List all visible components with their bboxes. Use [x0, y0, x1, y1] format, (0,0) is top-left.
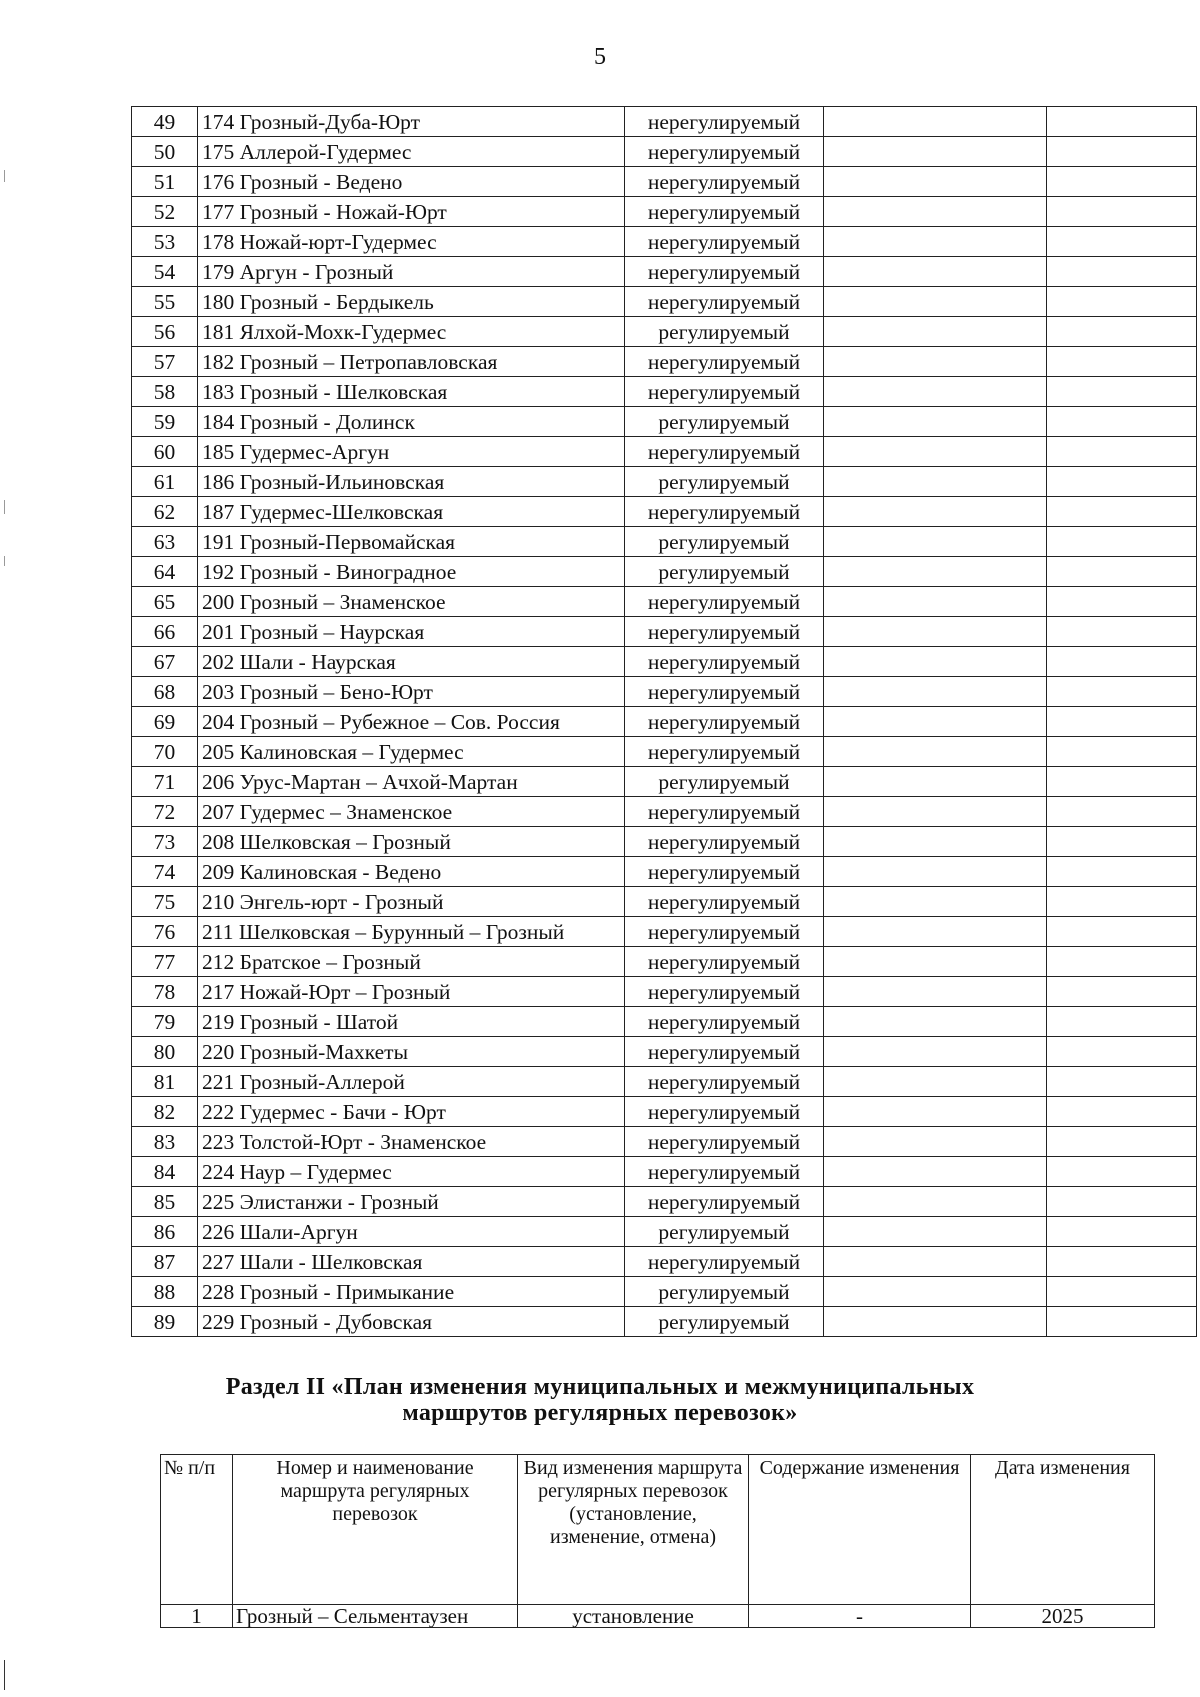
route-number-cell: 84	[132, 1157, 198, 1187]
route-name-cell: 221 Грозный-Аллерой	[198, 1067, 625, 1097]
header-content: Содержание изменения	[749, 1455, 971, 1605]
route-name-cell: 204 Грозный – Рубежное – Сов. Россия	[198, 707, 625, 737]
route-number-cell: 53	[132, 227, 198, 257]
empty-cell	[824, 497, 1047, 527]
route-number-cell: 75	[132, 887, 198, 917]
empty-cell	[1047, 737, 1197, 767]
route-row	[132, 767, 1197, 797]
page-number: 5	[594, 44, 606, 70]
empty-cell	[824, 647, 1047, 677]
route-status-cell: нерегулируемый	[625, 167, 824, 197]
route-status-cell: нерегулируемый	[625, 257, 824, 287]
route-name-cell: 210 Энгель-юрт - Грозный	[198, 887, 625, 917]
route-status-cell: нерегулируемый	[625, 1037, 824, 1067]
empty-cell	[1047, 197, 1197, 227]
empty-cell	[1047, 1157, 1197, 1187]
route-number-cell: 66	[132, 617, 198, 647]
empty-cell	[824, 377, 1047, 407]
plan-cell-date: 2025	[971, 1605, 1155, 1628]
empty-cell	[824, 1067, 1047, 1097]
empty-cell	[824, 917, 1047, 947]
empty-cell	[1047, 407, 1197, 437]
route-name-cell: 201 Грозный – Наурская	[198, 617, 625, 647]
route-status-cell: нерегулируемый	[625, 1067, 824, 1097]
route-name-cell: 175 Аллерой-Гудермес	[198, 137, 625, 167]
empty-cell	[1047, 467, 1197, 497]
route-row	[132, 317, 1197, 347]
route-name-cell: 180 Грозный - Бердыкель	[198, 287, 625, 317]
route-status-cell: нерегулируемый	[625, 827, 824, 857]
route-name-cell: 209 Калиновская - Ведено	[198, 857, 625, 887]
empty-cell	[1047, 1277, 1197, 1307]
empty-cell	[824, 1247, 1047, 1277]
route-row	[132, 1247, 1197, 1277]
route-name-cell: 228 Грозный - Примыкание	[198, 1277, 625, 1307]
route-name-cell: 191 Грозный-Первомайская	[198, 527, 625, 557]
route-row	[132, 377, 1197, 407]
route-row	[132, 137, 1197, 167]
empty-cell	[1047, 1127, 1197, 1157]
route-row	[132, 527, 1197, 557]
route-status-cell: нерегулируемый	[625, 857, 824, 887]
route-name-cell: 185 Гудермес-Аргун	[198, 437, 625, 467]
route-number-cell: 87	[132, 1247, 198, 1277]
empty-cell	[1047, 257, 1197, 287]
route-number-cell: 77	[132, 947, 198, 977]
route-name-cell: 186 Грозный-Ильиновская	[198, 467, 625, 497]
route-status-cell: нерегулируемый	[625, 497, 824, 527]
route-number-cell: 79	[132, 1007, 198, 1037]
route-number-cell: 74	[132, 857, 198, 887]
empty-cell	[824, 887, 1047, 917]
route-number-cell: 68	[132, 677, 198, 707]
header-num: № п/п	[161, 1455, 233, 1605]
empty-cell	[1047, 527, 1197, 557]
route-name-cell: 212 Братское – Грозный	[198, 947, 625, 977]
route-status-cell: нерегулируемый	[625, 287, 824, 317]
route-status-cell: нерегулируемый	[625, 797, 824, 827]
plan-cell-change-type: установление	[518, 1605, 749, 1628]
route-name-cell: 178 Ножай-юрт-Гудермес	[198, 227, 625, 257]
route-number-cell: 81	[132, 1067, 198, 1097]
empty-cell	[824, 1217, 1047, 1247]
empty-cell	[1047, 1247, 1197, 1277]
scan-margin-mark	[4, 170, 5, 182]
empty-cell	[1047, 317, 1197, 347]
route-status-cell: регулируемый	[625, 407, 824, 437]
route-status-cell: нерегулируемый	[625, 377, 824, 407]
empty-cell	[824, 557, 1047, 587]
route-row	[132, 947, 1197, 977]
route-row	[132, 257, 1197, 287]
route-row	[132, 737, 1197, 767]
route-name-cell: 207 Гудермес – Знаменское	[198, 797, 625, 827]
empty-cell	[824, 707, 1047, 737]
empty-cell	[824, 527, 1047, 557]
route-name-cell: 176 Грозный - Ведено	[198, 167, 625, 197]
empty-cell	[824, 257, 1047, 287]
route-status-cell: нерегулируемый	[625, 977, 824, 1007]
route-row	[132, 1007, 1197, 1037]
route-status-cell: нерегулируемый	[625, 347, 824, 377]
empty-cell	[1047, 347, 1197, 377]
change-plan-row	[161, 1605, 1155, 1628]
empty-cell	[1047, 287, 1197, 317]
empty-cell	[824, 1007, 1047, 1037]
route-status-cell: нерегулируемый	[625, 887, 824, 917]
route-name-cell: 224 Наур – Гудермес	[198, 1157, 625, 1187]
empty-cell	[1047, 1307, 1197, 1337]
empty-cell	[824, 767, 1047, 797]
route-status-cell: нерегулируемый	[625, 197, 824, 227]
plan-cell-route: Грозный – Сельментаузен	[233, 1605, 518, 1628]
empty-cell	[824, 617, 1047, 647]
empty-cell	[1047, 887, 1197, 917]
empty-cell	[824, 467, 1047, 497]
section-2-title	[0, 1374, 1200, 1426]
route-number-cell: 61	[132, 467, 198, 497]
route-row	[132, 887, 1197, 917]
route-status-cell: нерегулируемый	[625, 917, 824, 947]
route-row	[132, 1127, 1197, 1157]
empty-cell	[824, 107, 1047, 137]
route-status-cell: нерегулируемый	[625, 947, 824, 977]
empty-cell	[824, 797, 1047, 827]
route-status-cell: нерегулируемый	[625, 1127, 824, 1157]
route-status-cell: нерегулируемый	[625, 587, 824, 617]
empty-cell	[1047, 617, 1197, 647]
empty-cell	[824, 437, 1047, 467]
route-number-cell: 59	[132, 407, 198, 437]
empty-cell	[1047, 1217, 1197, 1247]
route-number-cell: 55	[132, 287, 198, 317]
route-name-cell: 227 Шали - Шелковская	[198, 1247, 625, 1277]
empty-cell	[824, 677, 1047, 707]
empty-cell	[1047, 497, 1197, 527]
route-status-cell: нерегулируемый	[625, 137, 824, 167]
route-number-cell: 54	[132, 257, 198, 287]
route-number-cell: 58	[132, 377, 198, 407]
route-name-cell: 208 Шелковская – Грозный	[198, 827, 625, 857]
empty-cell	[824, 1097, 1047, 1127]
route-status-cell: нерегулируемый	[625, 737, 824, 767]
route-row	[132, 1067, 1197, 1097]
route-number-cell: 70	[132, 737, 198, 767]
empty-cell	[824, 407, 1047, 437]
empty-cell	[824, 227, 1047, 257]
route-row	[132, 347, 1197, 377]
route-number-cell: 69	[132, 707, 198, 737]
route-status-cell: нерегулируемый	[625, 227, 824, 257]
route-row	[132, 1157, 1197, 1187]
empty-cell	[1047, 1067, 1197, 1097]
route-status-cell: регулируемый	[625, 1307, 824, 1337]
section-2-title-line-1: Раздел II «План изменения муниципальных и межмуниципальных	[225, 1374, 975, 1400]
route-status-cell: регулируемый	[625, 1217, 824, 1247]
empty-cell	[1047, 827, 1197, 857]
route-number-cell: 49	[132, 107, 198, 137]
route-number-cell: 76	[132, 917, 198, 947]
header-change-type: Вид изменения маршрута регулярных перевозок (установление, изменение, отмена)	[518, 1455, 749, 1605]
route-status-cell: регулируемый	[625, 527, 824, 557]
route-name-cell: 222 Гудермес - Бачи - Юрт	[198, 1097, 625, 1127]
route-name-cell: 229 Грозный - Дубовская	[198, 1307, 625, 1337]
empty-cell	[1047, 227, 1197, 257]
empty-cell	[1047, 797, 1197, 827]
empty-cell	[824, 827, 1047, 857]
route-status-cell: регулируемый	[625, 467, 824, 497]
route-row	[132, 677, 1197, 707]
route-number-cell: 51	[132, 167, 198, 197]
route-row	[132, 467, 1197, 497]
route-row	[132, 1307, 1197, 1337]
empty-cell	[1047, 107, 1197, 137]
route-status-cell: регулируемый	[625, 317, 824, 347]
change-plan-table	[160, 1454, 1155, 1628]
route-name-cell: 219 Грозный - Шатой	[198, 1007, 625, 1037]
route-row	[132, 587, 1197, 617]
plan-cell-num: 1	[161, 1605, 233, 1628]
route-name-cell: 223 Толстой-Юрт - Знаменское	[198, 1127, 625, 1157]
route-name-cell: 217 Ножай-Юрт – Грозный	[198, 977, 625, 1007]
route-number-cell: 86	[132, 1217, 198, 1247]
route-number-cell: 65	[132, 587, 198, 617]
route-status-cell: нерегулируемый	[625, 647, 824, 677]
empty-cell	[824, 977, 1047, 1007]
route-row	[132, 437, 1197, 467]
empty-cell	[824, 1187, 1047, 1217]
empty-cell	[824, 197, 1047, 227]
route-row	[132, 107, 1197, 137]
route-status-cell: нерегулируемый	[625, 677, 824, 707]
route-row	[132, 1217, 1197, 1247]
empty-cell	[1047, 587, 1197, 617]
route-row	[132, 227, 1197, 257]
route-row	[132, 857, 1197, 887]
empty-cell	[1047, 977, 1197, 1007]
route-name-cell: 174 Грозный-Дуба-Юрт	[198, 107, 625, 137]
route-number-cell: 72	[132, 797, 198, 827]
route-row	[132, 827, 1197, 857]
empty-cell	[1047, 557, 1197, 587]
route-name-cell: 182 Грозный – Петропавловская	[198, 347, 625, 377]
empty-cell	[824, 947, 1047, 977]
route-row	[132, 287, 1197, 317]
route-number-cell: 71	[132, 767, 198, 797]
route-row	[132, 617, 1197, 647]
route-status-cell: нерегулируемый	[625, 707, 824, 737]
empty-cell	[1047, 647, 1197, 677]
route-name-cell: 200 Грозный – Знаменское	[198, 587, 625, 617]
empty-cell	[1047, 167, 1197, 197]
empty-cell	[824, 317, 1047, 347]
empty-cell	[824, 137, 1047, 167]
empty-cell	[824, 1307, 1047, 1337]
route-row	[132, 167, 1197, 197]
routes-table-body	[132, 107, 1197, 1337]
route-name-cell: 226 Шали-Аргун	[198, 1217, 625, 1247]
empty-cell	[824, 1127, 1047, 1157]
route-row	[132, 977, 1197, 1007]
route-name-cell: 187 Гудермес-Шелковская	[198, 497, 625, 527]
route-row	[132, 1097, 1197, 1127]
route-name-cell: 203 Грозный – Бено-Юрт	[198, 677, 625, 707]
empty-cell	[824, 1157, 1047, 1187]
route-number-cell: 50	[132, 137, 198, 167]
route-number-cell: 63	[132, 527, 198, 557]
route-status-cell: нерегулируемый	[625, 1247, 824, 1277]
route-name-cell: 202 Шали - Наурская	[198, 647, 625, 677]
route-row	[132, 197, 1197, 227]
route-name-cell: 177 Грозный - Ножай-Юрт	[198, 197, 625, 227]
empty-cell	[1047, 707, 1197, 737]
empty-cell	[824, 1277, 1047, 1307]
route-status-cell: регулируемый	[625, 557, 824, 587]
empty-cell	[1047, 857, 1197, 887]
route-name-cell: 184 Грозный - Долинск	[198, 407, 625, 437]
route-row	[132, 797, 1197, 827]
route-status-cell: нерегулируемый	[625, 1157, 824, 1187]
route-number-cell: 62	[132, 497, 198, 527]
change-plan-header-row	[161, 1455, 1155, 1605]
route-name-cell: 225 Элистанжи - Грозный	[198, 1187, 625, 1217]
route-row	[132, 557, 1197, 587]
route-number-cell: 73	[132, 827, 198, 857]
route-number-cell: 57	[132, 347, 198, 377]
route-number-cell: 56	[132, 317, 198, 347]
route-row	[132, 917, 1197, 947]
route-name-cell: 179 Аргун - Грозный	[198, 257, 625, 287]
route-status-cell: регулируемый	[625, 1277, 824, 1307]
empty-cell	[824, 1037, 1047, 1067]
route-status-cell: нерегулируемый	[625, 437, 824, 467]
route-number-cell: 85	[132, 1187, 198, 1217]
empty-cell	[1047, 767, 1197, 797]
route-number-cell: 82	[132, 1097, 198, 1127]
empty-cell	[1047, 1007, 1197, 1037]
section-2-title-line-2: маршрутов регулярных перевозок»	[402, 1400, 798, 1426]
empty-cell	[1047, 917, 1197, 947]
route-status-cell: нерегулируемый	[625, 1097, 824, 1127]
route-name-cell: 181 Ялхой-Мохк-Гудермес	[198, 317, 625, 347]
empty-cell	[824, 857, 1047, 887]
header-date: Дата изменения	[971, 1455, 1155, 1605]
plan-cell-content: -	[749, 1605, 971, 1628]
route-status-cell: нерегулируемый	[625, 1187, 824, 1217]
route-row	[132, 647, 1197, 677]
route-status-cell: нерегулируемый	[625, 107, 824, 137]
empty-cell	[824, 347, 1047, 377]
route-status-cell: нерегулируемый	[625, 617, 824, 647]
route-row	[132, 497, 1197, 527]
route-number-cell: 89	[132, 1307, 198, 1337]
route-name-cell: 211 Шелковская – Бурунный – Грозный	[198, 917, 625, 947]
scan-margin-mark	[4, 500, 5, 514]
route-name-cell: 183 Грозный - Шелковская	[198, 377, 625, 407]
empty-cell	[1047, 1037, 1197, 1067]
scan-margin-mark	[4, 1660, 5, 1690]
empty-cell	[824, 587, 1047, 617]
route-number-cell: 52	[132, 197, 198, 227]
route-status-cell: регулируемый	[625, 767, 824, 797]
scan-margin-mark	[4, 556, 5, 566]
empty-cell	[1047, 137, 1197, 167]
empty-cell	[824, 287, 1047, 317]
empty-cell	[1047, 1097, 1197, 1127]
route-name-cell: 192 Грозный - Виноградное	[198, 557, 625, 587]
route-row	[132, 407, 1197, 437]
route-number-cell: 67	[132, 647, 198, 677]
empty-cell	[1047, 677, 1197, 707]
route-number-cell: 88	[132, 1277, 198, 1307]
empty-cell	[1047, 947, 1197, 977]
route-number-cell: 64	[132, 557, 198, 587]
route-row	[132, 707, 1197, 737]
route-row	[132, 1187, 1197, 1217]
route-number-cell: 60	[132, 437, 198, 467]
header-route: Номер и наименование маршрута регулярных перевозок	[233, 1455, 518, 1605]
empty-cell	[1047, 437, 1197, 467]
route-row	[132, 1277, 1197, 1307]
route-number-cell: 78	[132, 977, 198, 1007]
route-name-cell: 206 Урус-Мартан – Ачхой-Мартан	[198, 767, 625, 797]
empty-cell	[824, 737, 1047, 767]
empty-cell	[1047, 377, 1197, 407]
empty-cell	[1047, 1187, 1197, 1217]
empty-cell	[824, 167, 1047, 197]
route-status-cell: нерегулируемый	[625, 1007, 824, 1037]
route-name-cell: 205 Калиновская – Гудермес	[198, 737, 625, 767]
route-name-cell: 220 Грозный-Махкеты	[198, 1037, 625, 1067]
route-number-cell: 83	[132, 1127, 198, 1157]
routes-table	[131, 106, 1197, 1337]
route-row	[132, 1037, 1197, 1067]
route-number-cell: 80	[132, 1037, 198, 1067]
